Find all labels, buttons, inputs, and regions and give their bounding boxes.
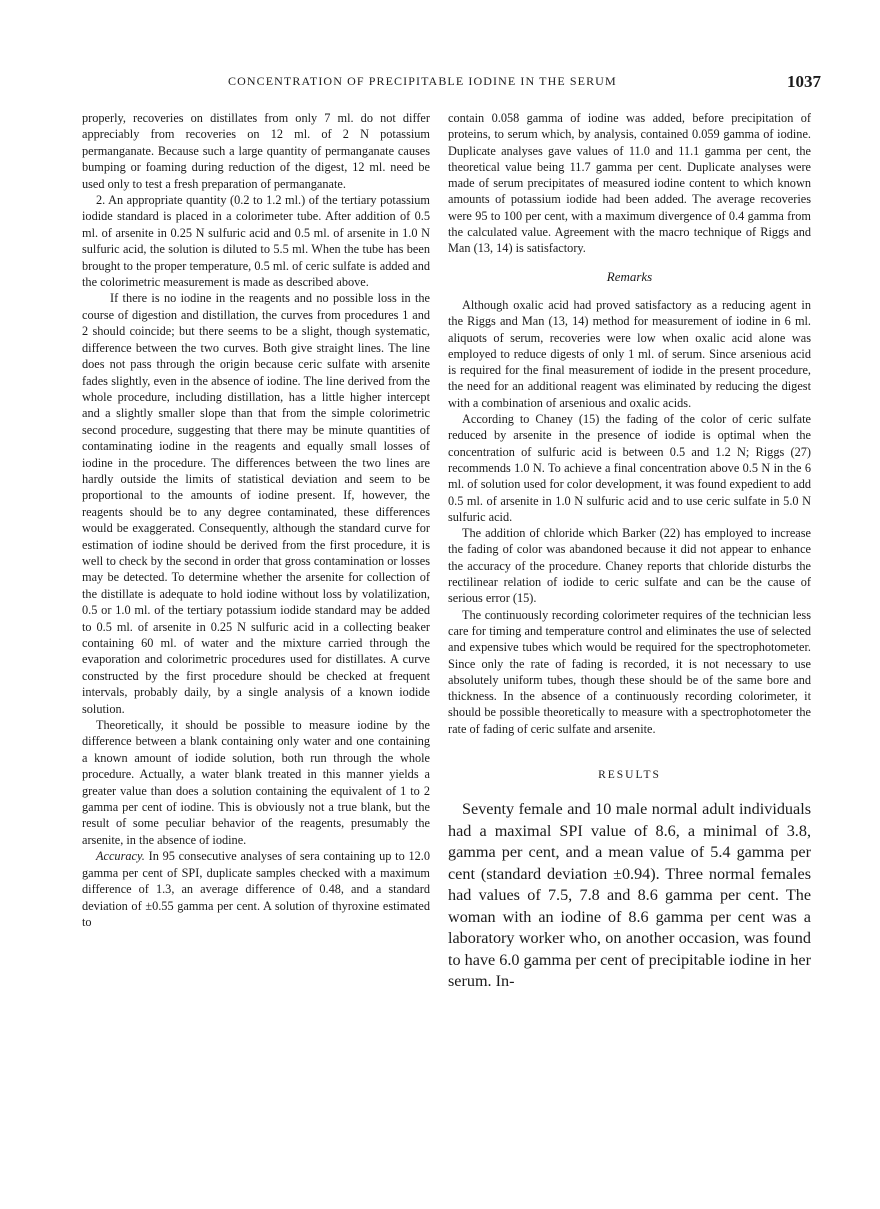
paragraph-chaney: According to Chaney (15) the fading of the color of ceric sulfate reduced by arsenite in the presence of iodide is optimal when the concentration of sulfuric acid is between 0.5 and 1.2 N; Riggs (27) recommends 1.0 N. To achieve a final concentration above 0.5 N in the 6 ml. of solution used for color development, it was found expedient to add 0.5 ml. of arsenite in 1.0 N sulfuric acid and to use ceric sulfate in 5.0 N sulfuric acid. <box>448 412 811 524</box>
page-number: 1037 <box>787 72 821 91</box>
paragraph-curves: If there is no iodine in the reagents and no possible loss in the course of digestion and distillation, the curves from procedures 1 and 2 should coincide; but there seems to be a slight, though systematic, difference between the two curves. Both give straight lines. The line does not pass through the origin because ceric sulfate with arsenite fades slightly, even in the absence of iodine. The line derived from the whole procedure, including distillation, has a little higher intercept and a slightly smaller slope than that from the simple colorimetric second procedure, suggesting that there may be minute quantities of contaminating iodine in the reagents and equally small losses of iodine in the procedure. The differences between the two lines are hardly outside the limits of statistical deviation and seem to be proportional to the amounts of iodine present. If, however, the reagents should be to any degree contaminated, these differences would be exaggerated. Consequently, although the standard curve for estimation of iodine should be derived from the first procedure, it is well to check by the second in order that gross contamination or losses may be detected. To determine whether the arsenite for collection of the distillate is adequate to hold iodine without loss by volatilization, 0.5 or 1.0 ml. of the tertiary potassium iodide standard may be added to 0.5 ml. of arsenite in 0.25 N sulfuric acid in a collecting beaker containing 60 ml. of water and the mixture carried through the evaporation and colorimetric procedures used for distillates. A curve constructed by the first procedure should be checked at frequent intervals, probably daily, by a single analysis of a known iodide solution. <box>82 291 430 716</box>
paragraph-permanganate: properly, recoveries on distillates from only 7 ml. do not differ appreciably from recoveries on 12 ml. of 2 N potassium permanganate. Because such a large quantity of permanganate causes bumping or foaming during reduction of the digest, 12 ml. need be used only to test a fresh preparation of permanganate. <box>82 111 430 191</box>
paragraph-chloride: The addition of chloride which Barker (22) has employed to increase the fading of color was abandoned because it did not appear to enhance the accuracy of the procedure. Chaney reports that chloride disturbs the rectilinear relation of iodide to ceric sulfate and can be the cause of serious error (15). <box>448 526 811 606</box>
paragraph-oxalic-acid: Although oxalic acid had proved satisfactory as a reducing agent in the Riggs and Man (13, 14) method for measurement of iodine in 6 ml. aliquots of serum, recoveries were low when oxalic acid alone was employed to reduce digests of only 1 ml. of serum. Since arsenious acid is required for the final measurement of iodide in the present procedure, the need for an additional reagent was eliminated by reducing the digest with a combination of arsenious and oxalic acids. <box>448 297 811 410</box>
paragraph-results: Seventy female and 10 male normal adult individuals had a maximal SPI value of 8.6, a minimal of 3.8, gamma per cent, and a mean value of 5.4 gamma per cent (standard deviation ±0.94). Three normal females had values of 7.5, 7.8 and 8.6 gamma per cent. The woman with an iodine of 8.6 gamma per cent was a laboratory worker who, on another occasion, was found to have 6.0 gamma per cent of precipitable iodine in her serum. In- <box>448 800 811 991</box>
accuracy-text: In 95 consecutive analyses of sera containing up to 12.0 gamma per cent of SPI, duplicate samples checked with a maximum difference of 1.3, an average difference of 0.48, and a standard deviation of ±0.55 gamma per cent. A solution of thyroxine estimated to <box>82 849 430 929</box>
left-column <box>82 110 430 930</box>
remarks-heading: Remarks <box>606 268 653 284</box>
right-column <box>448 110 811 993</box>
results-heading: RESULTS <box>598 768 661 781</box>
accuracy-label: Accuracy. <box>96 849 145 864</box>
page-header <box>0 72 880 96</box>
running-title: CONCENTRATION OF PRECIPITABLE IODINE IN THE SERUM <box>228 74 617 88</box>
paragraph-procedure-2: 2. An appropriate quantity (0.2 to 1.2 ml.) of the tertiary potassium iodide standard is placed in a colorimeter tube. After addition of 0.5 ml. of arsenite in 0.25 N sulfuric acid and 0.5 ml. of arsenite in 1.0 N sulfuric acid, the solution is diluted to 5.5 ml. When the tube has been brought to the proper temperature, 0.5 ml. of ceric sulfate is added and the colorimetric measurement is made as described above. <box>82 193 430 290</box>
paragraph-accuracy <box>82 848 430 930</box>
paragraph-thyroxine: contain 0.058 gamma of iodine was added, before precipitation of proteins, to serum which, by analysis, contained 0.059 gamma of iodine. Duplicate analyses gave values of 11.0 and 11.1 gamma per cent, the theoretical value being 11.7 gamma per cent. Duplicate analyses were made of serum precipitates of measured iodine content to which known amounts of potassium iodide had been added. The average recoveries were 95 to 100 per cent, with a maximum divergence of 0.4 gamma from the calculated value. Agreement with the macro technique of Riggs and Man (13, 14) is satisfactory. <box>448 111 811 256</box>
paragraph-colorimeter: The continuously recording colorimeter requires of the technician less care for timing and temperature control and eliminates the use of selected and expensive tubes which would be required for the spectrophotometer. Since only the rate of fading is recorded, it is not necessary to use absolutely uniform tubes, though these should be of the same bore and thickness. In the absence of a continuously recording colorimeter, it should be possible theoretically to measure with a spectrophotometer the rate of fading of ceric sulfate and arsenite. <box>448 607 811 736</box>
paragraph-blank: Theoretically, it should be possible to measure iodine by the difference between a blank containing only water and one containing a known amount of iodide solution, both run through the whole procedure. Actually, a water blank treated in this manner yields a greater value than does a solution containing the equivalent of 1 to 2 gamma per cent of iodine. This is obviously not a true blank, but the result of some peculiar behavior of the reagents, presumably the arsenite, in the absence of iodine. <box>82 718 430 847</box>
